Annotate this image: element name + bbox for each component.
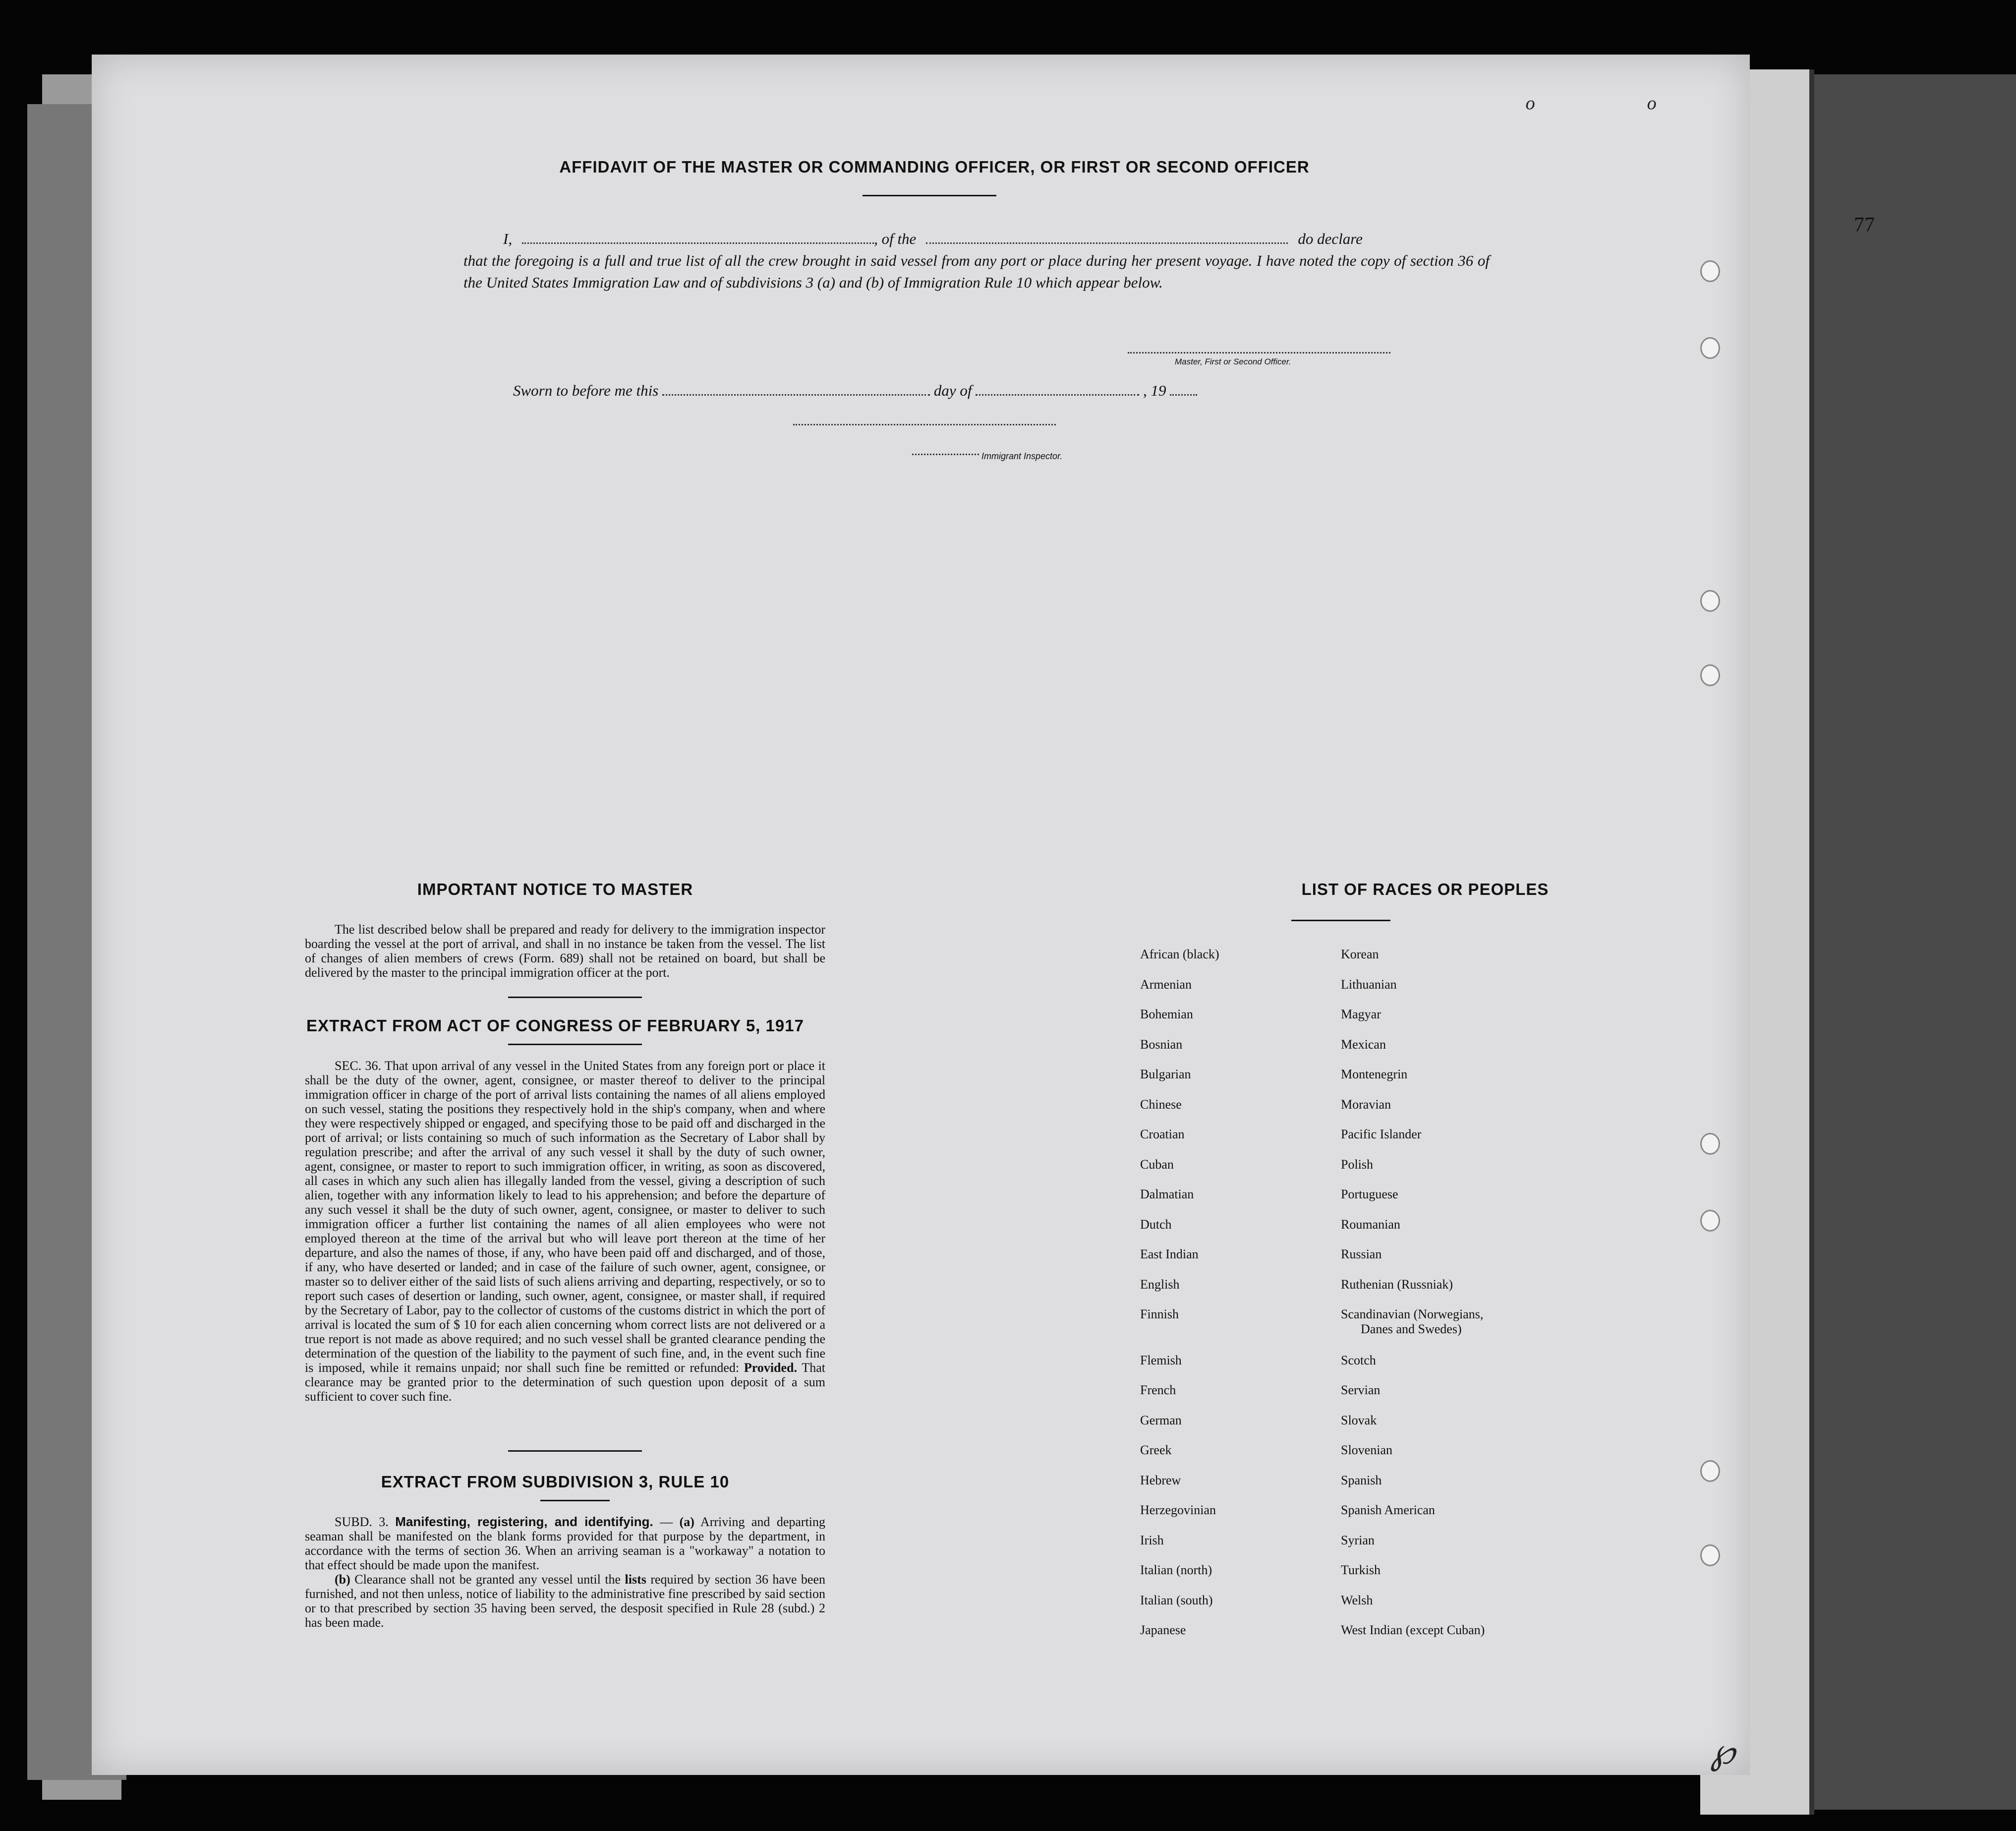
subd-dash: — [660, 1515, 673, 1529]
document-page [92, 55, 1750, 1775]
binder-hole [1700, 590, 1720, 612]
race-left-item: Dalmatian [1140, 1187, 1194, 1201]
divider [863, 195, 996, 196]
name-blank[interactable] [522, 242, 874, 244]
race-right-item: Portuguese [1341, 1187, 1398, 1201]
race-left-item: Dutch [1140, 1217, 1172, 1232]
race-left-item: Bosnian [1140, 1037, 1183, 1052]
race-left-item: Croatian [1140, 1127, 1185, 1141]
race-left-item: English [1140, 1277, 1180, 1292]
race-left-item: Italian (north) [1140, 1563, 1212, 1577]
inspector-caption: Immigrant Inspector. [981, 451, 1063, 461]
page-number: 77 [1854, 214, 1875, 236]
affidavit-title: AFFIDAVIT OF THE MASTER OR COMMANDING OFFICER, OR FIRST OR SECOND OFFICER [559, 158, 1310, 176]
race-right-item: Roumanian [1341, 1217, 1400, 1232]
divider [508, 1044, 642, 1045]
race-right-item: Syrian [1341, 1533, 1375, 1547]
notice-text-block [305, 922, 825, 980]
day-of-text: day of [933, 382, 972, 399]
race-right-item: Russian [1341, 1247, 1382, 1261]
race-left-item: French [1140, 1383, 1176, 1397]
affidavit-of-the: , of the [874, 230, 917, 247]
race-left-item: Bulgarian [1140, 1067, 1191, 1081]
sworn-line [513, 382, 1197, 400]
race-left-item: Irish [1140, 1533, 1164, 1547]
race-right-item: Korean [1341, 947, 1379, 961]
divider [1291, 920, 1390, 921]
binder-hole [1700, 337, 1720, 359]
race-left-item: Italian (south) [1140, 1593, 1213, 1607]
races-title-text: LIST OF RACES OR PEOPLES [1301, 880, 1549, 898]
b-label: (b) [335, 1572, 350, 1587]
race-right-item: Magyar [1341, 1007, 1381, 1021]
act-title: EXTRACT FROM ACT OF CONGRESS OF FEBRUARY 5, 1917 [306, 1016, 804, 1035]
sworn-text: Sworn to before me this [513, 382, 659, 399]
inspector-short-line[interactable] [912, 454, 979, 455]
race-left-item: Herzegovinian [1140, 1503, 1216, 1517]
provided-label: Provided. [744, 1360, 798, 1375]
race-left-item: East Indian [1140, 1247, 1199, 1261]
race-right-item: Lithuanian [1341, 977, 1397, 992]
race-right-item: Polish [1341, 1157, 1374, 1172]
notice-title: IMPORTANT NOTICE TO MASTER [417, 880, 693, 898]
binder-hole [1700, 1544, 1720, 1566]
race-right-item: Spanish American [1341, 1503, 1435, 1517]
master-signature-line[interactable] [1128, 352, 1390, 354]
binder-hole [1700, 664, 1720, 686]
races-title [1187, 880, 1663, 899]
race-right-item-continuation: Danes and Swedes) [1361, 1322, 1462, 1336]
rule-text-block [305, 1515, 825, 1630]
handwritten-mark: ᵒ [1646, 90, 1655, 125]
race-right-item: Ruthenian (Russniak) [1341, 1277, 1453, 1292]
affidavit-text: that the foregoing is a full and true list of all the crew brought in said vessel from any port or place during her present voyage. I have noted the copy of section 36 of the United States Immigration Law and of subdivisions 3 (a) and (b) of Immigration Rule 10 which appear below. [463, 252, 1490, 291]
sworn-day-blank[interactable] [662, 394, 930, 396]
vessel-blank[interactable] [926, 242, 1288, 244]
act-text-block [305, 1059, 825, 1404]
b-text-1: Clearance shall not be granted any vessel until the [354, 1572, 621, 1587]
divider [540, 1500, 610, 1501]
race-right-item: Scandinavian (Norwegians, [1341, 1307, 1484, 1321]
a-text: Arriving and departing seaman shall be manifested on the blank forms provided for that purpose by the department, in accordance with the terms of section 36. When an arriving seaman is a "workaway" a notation to that effect should be made upon the manifest. [305, 1515, 826, 1572]
race-right-item: Spanish [1341, 1473, 1382, 1487]
act-text-end: That clearance may be granted prior to the determination of such question upon deposit of a sum sufficient to cover such fine. [305, 1360, 825, 1404]
act-text: SEC. 36. That upon arrival of any vessel in the United States from any foreign port or place it shall be the duty of the owner, agent, consignee, or master thereof to deliver to the principal immigration officer in charge of the port of arrival lists containing the names of all aliens employed on such vessel, stating the positions they respectively hold in the ship's company, when and where they were respectively shipped or engaged, and specifying those to be paid off and discharged in the port of arrival; or lists containing so much of such information as the Secretary of Labor shall by regulation prescribe; and after the arrival of any such vessel it shall by the duty of such owner, agent, consignee, or master to report to such immigration officer, in writing, as soon as discovered, all cases in which any such alien has illegally landed from the vessel, giving a description of such alien, together with any information likely to lead to his apprehension; and before the departure of any such vessel it shall be the duty of such owner, agent, consignee, or master to deliver to such immigration officer a further list containing the names of all alien employees who were not employed thereon at the time of the arrival but who will leave port thereon at the time of her departure, and also the names of those, if any, who have been paid off and discharged, and of those, if any, who have deserted or landed; and in case of the failure of such owner, agent, consignee, or master so to deliver either of the said lists of such aliens arriving and departing, respectively, or so to report such cases of desertion or landing, such owner, agent, consignee, or master shall, if required by the Secretary of Labor, pay to the collector of customs of the customs district in which the port of arrival is located the sum of $ 10 for each alien concerning whom correct lists are not delivered or a true report is not made as above required; and no such vessel shall be granted clearance pending the determination of the question of the liability to the payment of such fine, and, in the event such fine is imposed, while it remains unpaid; nor shall such fine be remitted or refunded: [305, 1059, 825, 1375]
race-right-item: Moravian [1341, 1097, 1391, 1112]
binder-hole [1700, 1460, 1720, 1482]
race-right-item: Slovak [1341, 1413, 1377, 1427]
affidavit-body [463, 228, 1490, 294]
sworn-year-blank[interactable] [1170, 394, 1197, 396]
a-label: (a) [679, 1515, 694, 1529]
affidavit-declare: do declare [1298, 230, 1363, 247]
race-right-item: Pacific Islander [1341, 1127, 1422, 1141]
binder-hole [1700, 260, 1720, 282]
race-left-item: Japanese [1140, 1623, 1186, 1637]
race-right-item: Turkish [1341, 1563, 1381, 1577]
race-left-item: African (black) [1140, 947, 1219, 961]
handwritten-mark: ᵒ [1524, 90, 1534, 125]
race-left-item: Armenian [1140, 977, 1192, 992]
subd-heading: Manifesting, registering, and identifying. [395, 1514, 653, 1529]
divider [508, 997, 642, 998]
race-left-item: Finnish [1140, 1307, 1179, 1321]
binder-hole [1700, 1133, 1720, 1155]
affidavit-line-1 [463, 228, 1490, 250]
divider [508, 1450, 642, 1452]
race-left-item: Greek [1140, 1443, 1172, 1457]
binder-hole [1700, 1210, 1720, 1232]
race-left-item: Cuban [1140, 1157, 1174, 1172]
race-left-item: Bohemian [1140, 1007, 1193, 1021]
race-left-item: Flemish [1140, 1353, 1182, 1367]
race-left-item: German [1140, 1413, 1182, 1427]
inspector-signature-line[interactable] [793, 424, 1056, 425]
race-right-item: West Indian (except Cuban) [1341, 1623, 1485, 1637]
rule-title: EXTRACT FROM SUBDIVISION 3, RULE 10 [381, 1473, 730, 1491]
master-caption: Master, First or Second Officer. [1175, 357, 1291, 366]
year-prefix: , 19 [1143, 382, 1166, 399]
race-left-item: Hebrew [1140, 1473, 1181, 1487]
race-right-item: Welsh [1341, 1593, 1373, 1607]
race-right-item: Scotch [1341, 1353, 1376, 1367]
subd-prefix: SUBD. 3. [335, 1515, 389, 1529]
race-right-item: Servian [1341, 1383, 1381, 1397]
race-right-item: Slovenian [1341, 1443, 1392, 1457]
b-lists: lists [625, 1572, 646, 1587]
handwritten-mark: ℘ [1710, 1732, 1735, 1772]
race-right-item: Montenegrin [1341, 1067, 1408, 1081]
b-text-2: required by section 36 have been furnished, and not then unless, notice of liability to the administrative fine prescribed by said section or to that prescribed by section 35 having been served, the desposit specified in Rule 28 (subd.) 2 has been made. [305, 1572, 826, 1630]
affidavit-i: I, [503, 230, 513, 247]
race-right-item: Mexican [1341, 1037, 1386, 1052]
notice-text: The list described below shall be prepared and ready for delivery to the immigration inspector boarding the vessel at the port of arrival, and shall in no instance be taken from the vessel. The list of changes of alien members of crews (Form. 689) shall not be retained on board, but shall be delivered by the master to the principal immigration officer at the port. [305, 922, 825, 980]
race-left-item: Chinese [1140, 1097, 1182, 1112]
sworn-month-blank[interactable] [976, 394, 1139, 396]
